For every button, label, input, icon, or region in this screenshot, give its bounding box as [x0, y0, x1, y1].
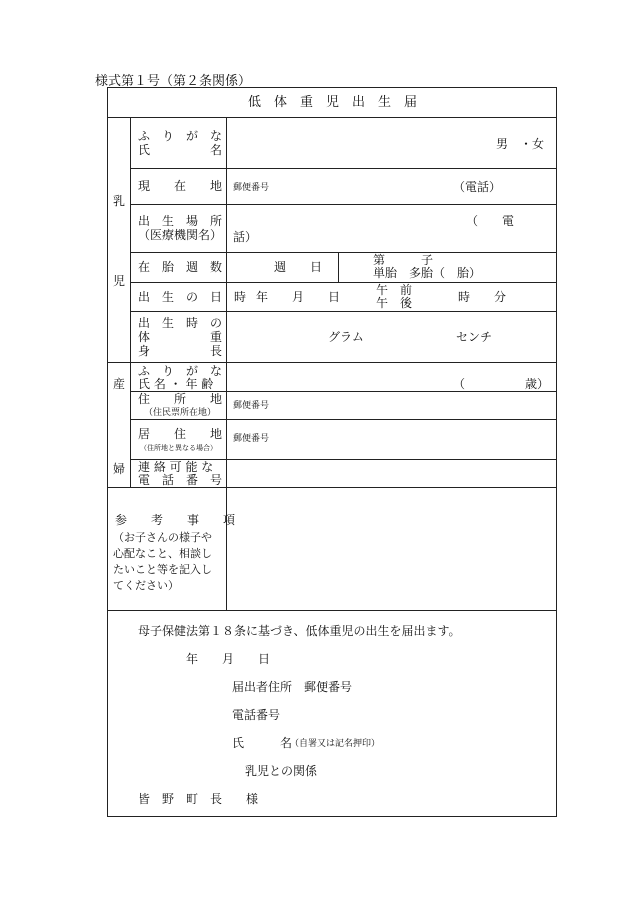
birth-order: 第 子 [373, 253, 434, 267]
single-multiple-birth: 単胎 多胎（ 胎） [373, 266, 482, 280]
reporter-phone-label: 電話番号 [232, 708, 281, 722]
seal-note: （自署又は記名押印） [290, 739, 381, 749]
contact-label-2: 電 話 番 号 [138, 473, 223, 487]
side-label-infant-2: 児 [113, 274, 126, 288]
infant-tel-label: （電話） [453, 180, 502, 194]
side-label-mother-1: 産 [113, 377, 126, 391]
notes-instructions: （お子さんの様子や 心配なこと、相談し たいこと等を記入し てください） [113, 531, 212, 592]
height-unit: センチ [456, 330, 493, 344]
weight-label: 体 重 [138, 330, 223, 344]
am-option: 午 前 [376, 283, 413, 297]
addressee: 皆 野 町 長 様 [138, 792, 259, 806]
birthplace-label: 出 生 場 所 [138, 214, 223, 228]
residence-label: 居 住 地 [138, 427, 223, 441]
birthplace-tel-open: （ 電 [466, 214, 515, 228]
mother-name-age-label: 氏 名 ・ 年 齢 [138, 377, 214, 391]
mother-address-sub: （住民票所在地） [144, 408, 217, 418]
birthplace-tel-close: 話） [233, 230, 258, 244]
infant-postal-label: 郵便番号 [233, 183, 270, 193]
contact-label-1: 連 絡 可 能 な [138, 460, 214, 474]
weight-unit: グラム [328, 330, 364, 344]
birth-measure-label: 出 生 時 の [138, 316, 223, 330]
reporter-name-label: 氏 名 [232, 736, 293, 750]
institution-label: （医療機関名） [138, 228, 223, 242]
reporter-address-label: 届出者住所 郵便番号 [232, 680, 353, 694]
declaration-date: 年 月 日 [186, 652, 271, 666]
form-number: 様式第１号（第２条関係） [95, 74, 252, 89]
side-label-infant-1: 乳 [113, 194, 126, 208]
height-label: 身 長 [138, 344, 223, 358]
relation-label: 乳児との関係 [245, 764, 318, 778]
mother-furigana-label: ふ り が な [138, 364, 223, 378]
sex-options[interactable]: 男 ・女 [496, 137, 545, 151]
infant-furigana-label: ふ り が な [138, 129, 223, 143]
mother-address-label: 住 所 地 [138, 392, 223, 406]
gestation-label: 在 胎 週 数 [138, 260, 223, 274]
infant-address-label: 現 在 地 [138, 179, 223, 193]
birth-date: 年 月 日 [256, 290, 341, 304]
infant-name-label: 氏 名 [138, 143, 223, 157]
mother-postal-label: 郵便番号 [233, 401, 270, 411]
residence-postal-label: 郵便番号 [233, 434, 270, 444]
form-title: 低 体 重 児 出 生 届 [247, 95, 417, 110]
residence-sub: （住所地と異なる場合） [140, 444, 217, 452]
side-label-mother-2: 婦 [113, 462, 126, 476]
declaration-statement: 母子保健法第１８条に基づき、低体重児の出生を届出ます。 [138, 624, 461, 638]
birth-time: 時 分 [458, 290, 507, 304]
notes-label: 参 考 事 項 [115, 513, 236, 527]
birth-report-form [107, 87, 557, 817]
mother-age: （ 歳） [453, 377, 550, 391]
gestation-weeks-days: 週 日 [274, 260, 323, 274]
pm-option: 午 後 [376, 296, 413, 310]
birth-datetime-label: 出 生 の 日 時 [138, 290, 247, 304]
